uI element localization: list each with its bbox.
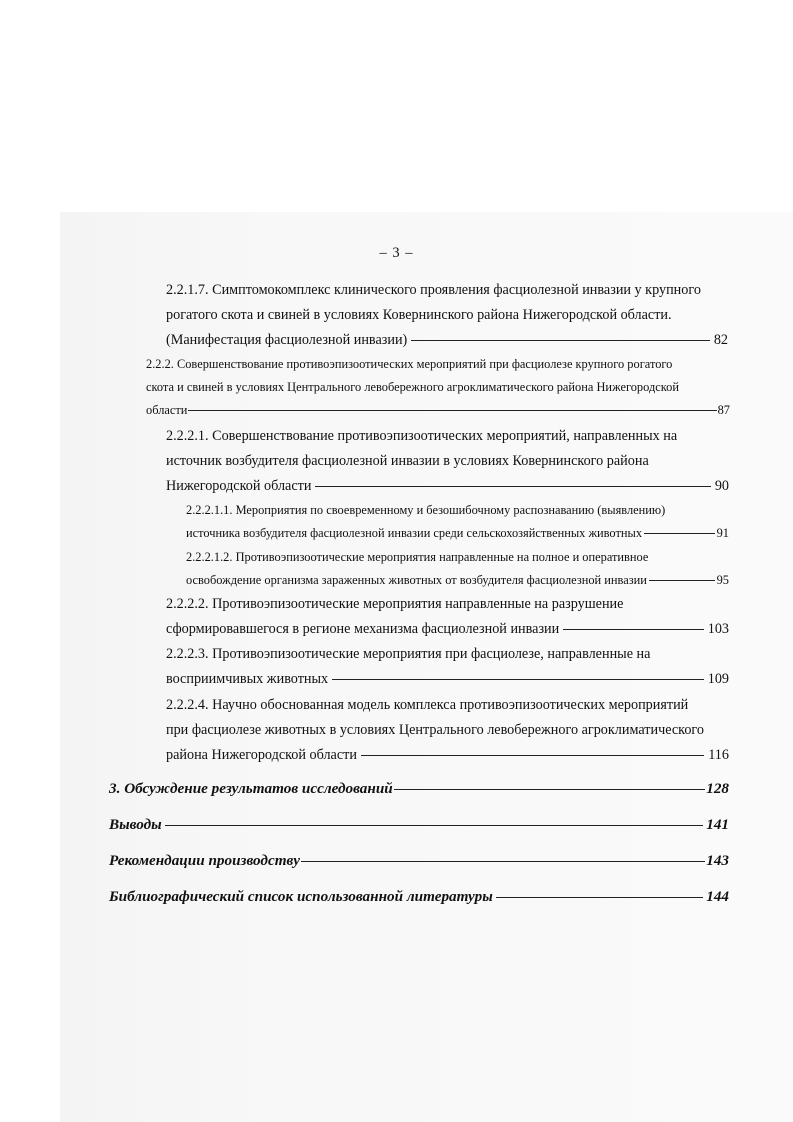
toc-major-title: Выводы	[109, 816, 162, 833]
toc-entry-line	[146, 357, 730, 372]
toc-entry-text: 2.2.2.1.2. Противоэпизоотические мероприятия направленные на полное и оперативное	[186, 550, 649, 564]
toc-entry-text: района Нижегородской области	[166, 747, 357, 763]
toc-major-title: 3. Обсуждение результатов исследований	[109, 780, 393, 797]
dot-leader	[188, 409, 716, 411]
dot-leader	[649, 579, 715, 581]
toc-page-number: 103	[707, 621, 729, 637]
dot-leader	[563, 628, 703, 630]
dot-leader	[394, 788, 706, 790]
toc-page-number: 82	[713, 332, 728, 348]
toc-page-number: 143	[706, 852, 729, 869]
toc-page-number: 116	[708, 747, 729, 763]
toc-entry-line	[166, 621, 729, 638]
toc-entry-line	[166, 646, 729, 663]
toc-page-number: 128	[706, 780, 729, 797]
toc-major-entry	[109, 816, 729, 834]
dot-leader	[411, 339, 710, 341]
toc-major-entry	[109, 852, 729, 870]
toc-entry-text: 2.2.2.3. Противоэпизоотические мероприятия при фасциолезе, направленные на	[166, 646, 651, 662]
toc-major-entry	[109, 888, 729, 906]
toc-page-number: 141	[706, 816, 729, 833]
toc-entry-text: 2.2.2.4. Научно обоснованная модель комплекса противоэпизоотических мероприятий	[166, 697, 689, 713]
toc-entry-text: (Манифестация фасциолезной инвазии)	[166, 332, 408, 348]
toc-entry-line	[166, 722, 729, 739]
toc-page-number: 95	[716, 573, 729, 587]
dot-leader	[315, 485, 710, 487]
toc-page-number: 90	[714, 478, 729, 494]
toc-entry-text: источника возбудителя фасциолезной инвазии среди сельскохозяйственных животных	[186, 526, 643, 540]
dot-leader	[301, 860, 705, 862]
toc-major-title: Рекомендации производству	[109, 852, 301, 869]
toc-entry-text: Нижегородской области	[166, 478, 312, 494]
toc-entry-line	[166, 478, 729, 495]
toc-entry-line	[166, 428, 729, 445]
toc-entry-text: 2.2.2.1. Совершенствование противоэпизоотических мероприятий, направленных на	[166, 428, 678, 444]
dot-leader	[644, 532, 715, 534]
dot-leader	[496, 896, 703, 898]
toc-entry-line	[186, 526, 729, 541]
toc-entry-text: восприимчивых животных	[166, 671, 329, 687]
toc-entry-text: рогатого скота и свиней в условиях Ковернинского района Нижегородской области.	[166, 307, 672, 323]
toc-entry-line	[166, 747, 729, 764]
toc-entry-line	[186, 550, 729, 565]
toc-page-number: 109	[707, 671, 729, 687]
toc-entry-text: 2.2.1.7. Симптомокомплекс клинического проявления фасциолезной инвазии у крупного	[166, 282, 701, 298]
dot-leader	[165, 824, 704, 826]
toc-page-number: 87	[717, 403, 730, 417]
toc-entry-text: 2.2.2.2. Противоэпизоотические мероприятия направленные на разрушение	[166, 596, 624, 612]
dot-leader	[332, 678, 704, 680]
toc-entry-text: сформировавшегося в регионе механизма фасциолезной инвазии	[166, 621, 560, 637]
page-number: – 3 –	[379, 245, 414, 261]
toc-entry-line	[166, 697, 729, 714]
dot-leader	[361, 754, 704, 756]
toc-page-number: 91	[716, 526, 729, 540]
toc-major-entry	[109, 780, 729, 798]
toc-entry-text: области	[146, 403, 188, 417]
toc-entry-line	[166, 307, 728, 324]
toc-entry-line	[166, 596, 729, 613]
toc-entry-text: освобождение организма зараженных животных от возбудителя фасциолезной инвазии	[186, 573, 647, 587]
toc-entry-text: при фасциолезе животных в условиях Центрального левобережного агроклиматического	[166, 722, 704, 738]
toc-entry-text: скота и свиней в условиях Центрального левобережного агроклиматического района Нижегородской	[146, 380, 679, 394]
toc-entry-text: 2.2.2. Совершенствование противоэпизоотических мероприятий при фасциолезе крупного рогатого	[146, 357, 673, 371]
toc-entry-text: источник возбудителя фасциолезной инвазии в условиях Ковернинского района	[166, 453, 649, 469]
toc-entry-line	[166, 671, 729, 688]
toc-entry-line	[166, 332, 728, 349]
toc-page-number: 144	[706, 888, 729, 905]
toc-entry-line	[186, 573, 729, 588]
toc-major-title: Библиографический список использованной литературы	[109, 888, 493, 905]
toc-entry-line	[166, 453, 729, 470]
toc-entry-line	[146, 403, 730, 418]
toc-entry-line	[146, 380, 730, 395]
toc-entry-line	[166, 282, 728, 299]
toc-entry-line	[186, 503, 729, 518]
toc-entry-text: 2.2.2.1.1. Мероприятия по своевременному и безошибочному распознаванию (выявлению)	[186, 503, 666, 517]
